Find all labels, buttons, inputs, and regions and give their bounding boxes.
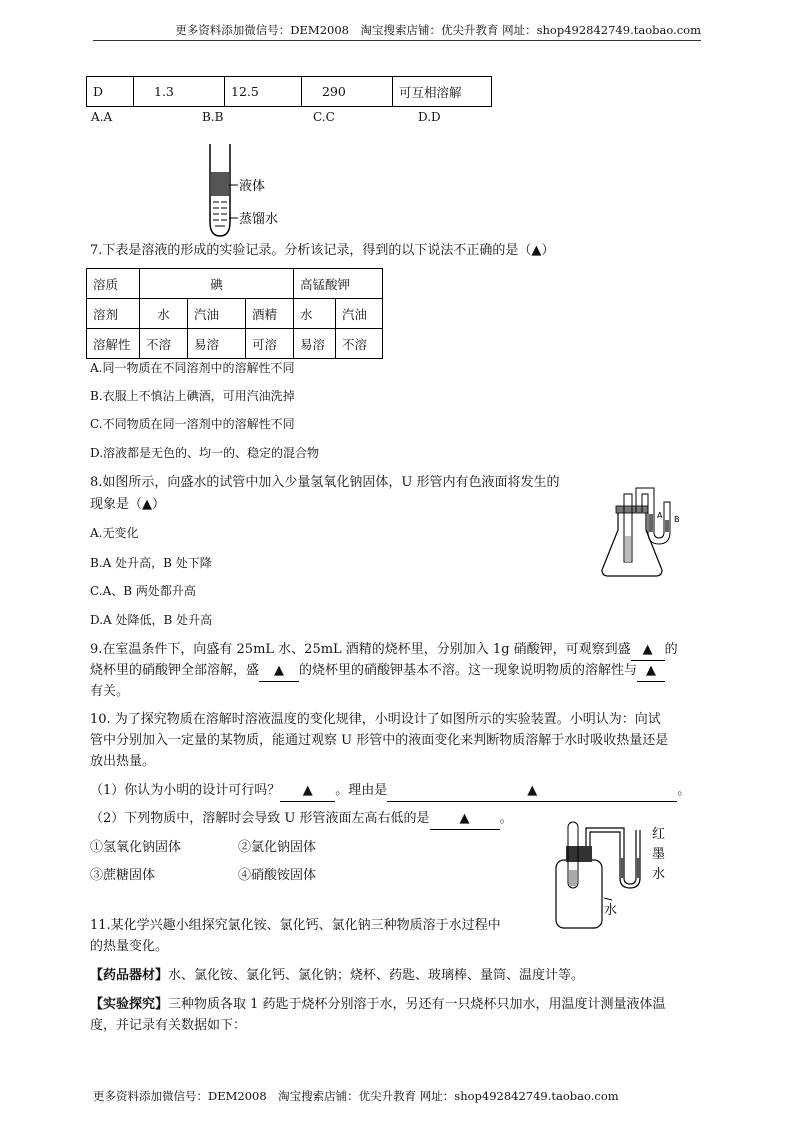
q10-blank-3: ▲ [430,809,500,830]
q10-blank-1: ▲ [280,781,335,802]
table-cell: 290 [302,77,393,107]
q6-option-b: B.B [202,110,224,124]
q10-choice-4: ④硝酸铵固体 [238,868,317,883]
q10-text: 。 [499,811,513,826]
q8-option-c: C.A、B 两处都升高 [90,584,196,598]
table-row [87,299,383,329]
q9-blank-2: ▲ [259,661,299,682]
q8-option-a: A.无变化 [90,526,139,540]
q11-line1: 11.某化学兴趣小组探究氯化铵、氯化钙、氯化钠三种物质溶于水过程中 [90,918,501,933]
table-row [87,329,383,359]
q9-blank-1: ▲ [631,640,665,661]
liquid-layer-icon [211,172,229,196]
q10-sub1 [90,781,705,802]
q11-materials-text: 水、氯化铵、氯化钙、氯化钠；烧杯、药匙、玻璃棒、量筒、温度计等。 [168,968,585,983]
flask-u-tube-figure [598,480,708,580]
q11-line2: 的热量变化。 [90,939,169,954]
label-water: 水 [604,903,618,918]
page-footer: 更多资料添加微信号：DEM2008 淘宝搜索店铺：优尖升教育 网址：shop492842749.taobao.com [93,1089,619,1103]
table-cell: 不溶 [140,329,188,359]
page-header: 更多资料添加微信号：DEM2008 淘宝搜索店铺：优尖升教育 网址：shop492842749.taobao.com [175,23,701,37]
q7-stem: 7.下表是溶液的形成的实验记录。分析该记录，得到的以下说法不正确的是（▲） [90,243,555,258]
table-cell: 酒精 [246,299,294,329]
q10-choice-2: ②氯化钠固体 [238,840,317,855]
q9-text: 的 [664,642,678,657]
table-cell: 碘 [140,269,294,299]
q10-line2: 管中分别加入一定量的某物质，能通过观察 U 形管中的液面变化来判断物质溶解于水时吸收热量还是 [90,733,669,748]
q7-table [86,268,383,359]
table-cell: 溶质 [87,269,140,299]
q10-blank-2: ▲ [387,781,677,802]
table-row [87,77,492,107]
q8-stem-line1: 8.如图所示，向盛水的试管中加入少量氢氧化钠固体，U 形管内有色液面将发生的 [90,475,560,490]
q7-option-b: B.衣服上不慎沾上碘酒，可用汽油洗掉 [90,389,295,403]
q11-materials [90,966,705,986]
q9-line2 [90,661,705,682]
q8-option-b: B.A 处升高，B 处下降 [90,556,212,570]
table-cell: 水 [140,299,188,329]
q10-text: 。理由是 [335,783,388,798]
q9-line1 [90,640,705,661]
q11-explore-label: 【实验探究】 [90,997,169,1012]
table-cell: D [87,77,134,107]
q8-option-d: D.A 处降低，B 处升高 [90,613,213,627]
q6-option-d: D.D [418,110,441,124]
test-tube-figure [200,140,310,240]
table-cell: 易溶 [294,329,336,359]
q10-text: 。 [677,783,691,798]
label-ink: 墨 [652,847,666,862]
q11-explore-text: 三种物质各取 1 药匙于烧杯分别溶于水，另还有一只烧杯只加水，用温度计测量液体温 [168,997,666,1012]
q9-line3: 有关。 [90,684,130,699]
table-row [87,269,383,299]
q10-line3: 放出热量。 [90,754,156,769]
table-cell: 可溶 [246,329,294,359]
label-red: 红 [652,827,666,842]
table-cell: 溶解性 [87,329,140,359]
table-cell: 不溶 [336,329,383,359]
table-cell: 可互相溶解 [393,77,492,107]
table-cell: 水 [294,299,336,329]
label-liquid: 液体 [239,179,266,194]
q11-materials-label: 【药品器材】 [90,968,169,983]
table-cell: 高锰酸钾 [294,269,383,299]
q11-explore-line1 [90,995,705,1015]
q6-option-a: A.A [91,110,113,124]
q10-line1: 10. 为了探究物质在溶解时溶液温度的变化规律，小明设计了如图所示的实验装置。小明认为：向试 [90,712,661,727]
table-cell: 汽油 [188,299,246,329]
table-cell: 溶剂 [87,299,140,329]
table-cell: 12.5 [225,77,302,107]
q7-option-d: D.溶液都是无色的、均一的、稳定的混合物 [90,446,320,460]
q10-text: （2）下列物质中，溶解时会导致 U 形管液面左高右低的是 [90,811,430,826]
q7-option-c: C.不同物质在同一溶剂中的溶解性不同 [90,417,295,431]
header-rule [93,40,701,41]
q9-text: 的烧杯里的硝酸钾基本不溶。这一现象说明物质的溶解性与 [299,663,638,678]
label-a: A [657,511,663,520]
top-data-table [86,76,492,107]
table-cell: 1.3 [134,77,225,107]
label-b: B [674,515,680,524]
q6-option-c: C.C [313,110,335,124]
bottle-u-tube-figure [548,818,688,933]
label-water-2: 水 [652,867,666,882]
label-distilled-water: 蒸馏水 [239,212,279,227]
table-cell: 汽油 [336,299,383,329]
q8-stem-line2: 现象是（▲） [90,497,165,512]
table-cell: 易溶 [188,329,246,359]
q9-blank-3: ▲ [637,661,665,682]
q7-option-a: A.同一物质在不同溶剂中的溶解性不同 [90,361,295,375]
q9-text: 9.在室温条件下，向盛有 25mL 水、25mL 酒精的烧杯里，分别加入 1g 硝酸钾，可观察到盛 [90,642,631,657]
q10-text: （1）你认为小明的设计可行吗？ [90,783,281,798]
q11-explore-line2: 度，并记录有关数据如下： [90,1018,247,1033]
q10-choice-1: ①氢氧化钠固体 [90,840,182,855]
q10-choice-3: ③蔗糖固体 [90,868,156,883]
q9-text: 烧杯里的硝酸钾全部溶解，盛 [90,663,260,678]
